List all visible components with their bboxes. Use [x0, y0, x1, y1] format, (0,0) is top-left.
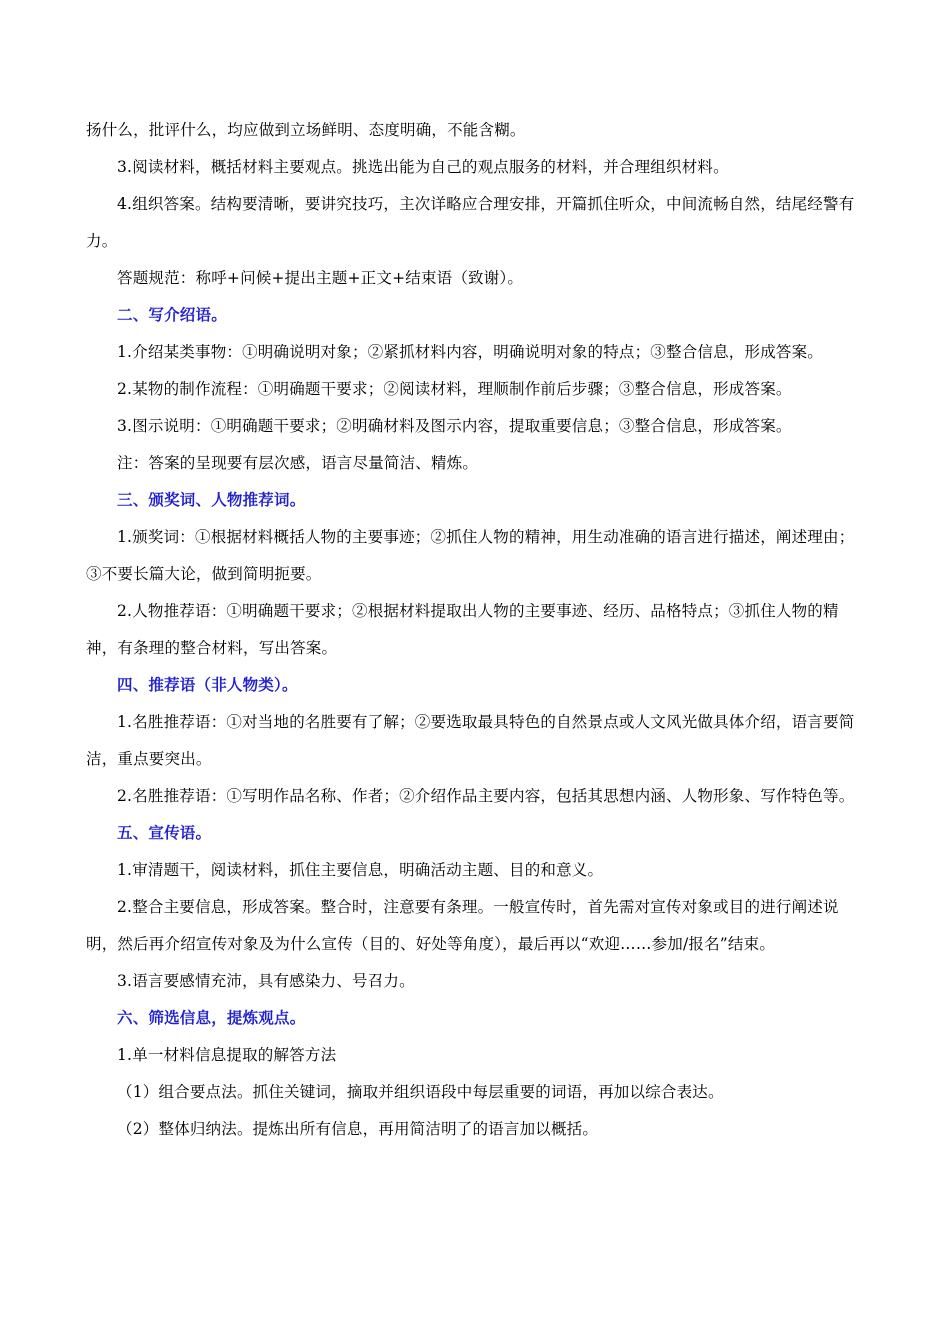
section-heading-5: 五、宣传语。 [117, 824, 212, 842]
paragraph-filter-1: 1.单一材料信息提取的解答方法 [117, 1046, 337, 1064]
section-heading-4: 四、推荐语（非人物类）。 [117, 676, 298, 694]
section-heading-6: 六、筛选信息，提炼观点。 [117, 1009, 306, 1027]
paragraph-filter-1-2: （2）整体归纳法。提炼出所有信息，再用简洁明了的语言加以概括。 [117, 1120, 599, 1138]
paragraph-recommend-2: 2.名胜推荐语：①写明作品名称、作者；②介绍作品主要内容，包括其思想内涵、人物形象、写作特色等。 [117, 787, 855, 805]
paragraph-item-3: 3.阅读材料，概括材料主要观点。挑选出能为自己的观点服务的材料，并合理组织材料。 [117, 158, 729, 176]
paragraph-intro-note: 注：答案的呈现要有层次感，语言尽量简洁、精炼。 [117, 454, 479, 472]
section-heading-3: 三、颁奖词、人物推荐词。 [117, 491, 306, 509]
paragraph-intro-3: 3.图示说明：①明确题干要求；②明确材料及图示内容，提取重要信息；③整合信息，形成答案。 [117, 417, 792, 435]
paragraph-filter-1-1: （1）组合要点法。抓住关键词，摘取并组织语段中每层重要的词语，再加以综合表达。 [117, 1083, 724, 1101]
paragraph-answer-format: 答题规范：称呼+问候+提出主题+正文+结束语（致谢）。 [117, 269, 524, 287]
paragraph-promo-2: 2.整合主要信息，形成答案。整合时，注意要有条理。一般宣传时，首先需对宣传对象或目的进行阐述说明，然后再介绍宣传对象及为什么宣传（目的、好处等角度），最后再以“欢迎……参加/报名”结束。 [86, 898, 839, 953]
paragraph-recommend-1: 1.名胜推荐语：①对当地的名胜要有了解；②要选取最具特色的自然景点或人文风光做具体介绍，语言要简洁，重点要突出。 [86, 713, 855, 768]
paragraph-award-1: 1.颁奖词：①根据材料概括人物的主要事迹；②抓住人物的精神，用生动准确的语言进行描述，阐述理由；③不要长篇大论，做到简明扼要。 [86, 528, 855, 583]
paragraph-promo-1: 1.审清题干，阅读材料，抓住主要信息，明确活动主题、目的和意义。 [117, 861, 604, 879]
paragraph-award-2: 2.人物推荐语：①明确题干要求；②根据材料提取出人物的主要事迹、经历、品格特点；③抓住人物的精神，有条理的整合材料，写出答案。 [86, 602, 839, 657]
paragraph-continued: 扬什么，批评什么，均应做到立场鲜明、态度明确，不能含糊。 [86, 121, 526, 139]
paragraph-item-4: 4.组织答案。结构要清晰，要讲究技巧，主次详略应合理安排，开篇抓住听众，中间流畅自然，结尾经警有力。 [86, 195, 855, 250]
paragraph-promo-3: 3.语言要感情充沛，具有感染力、号召力。 [117, 972, 415, 990]
paragraph-intro-1: 1.介绍某类事物：①明确说明对象；②紧抓材料内容，明确说明对象的特点；③整合信息，形成答案。 [117, 343, 823, 361]
paragraph-intro-2: 2.某物的制作流程：①明确题干要求；②阅读材料，理顺制作前后步骤；③整合信息，形成答案。 [117, 380, 792, 398]
document-body [86, 112, 870, 1148]
section-heading-2: 二、写介绍语。 [117, 306, 227, 324]
